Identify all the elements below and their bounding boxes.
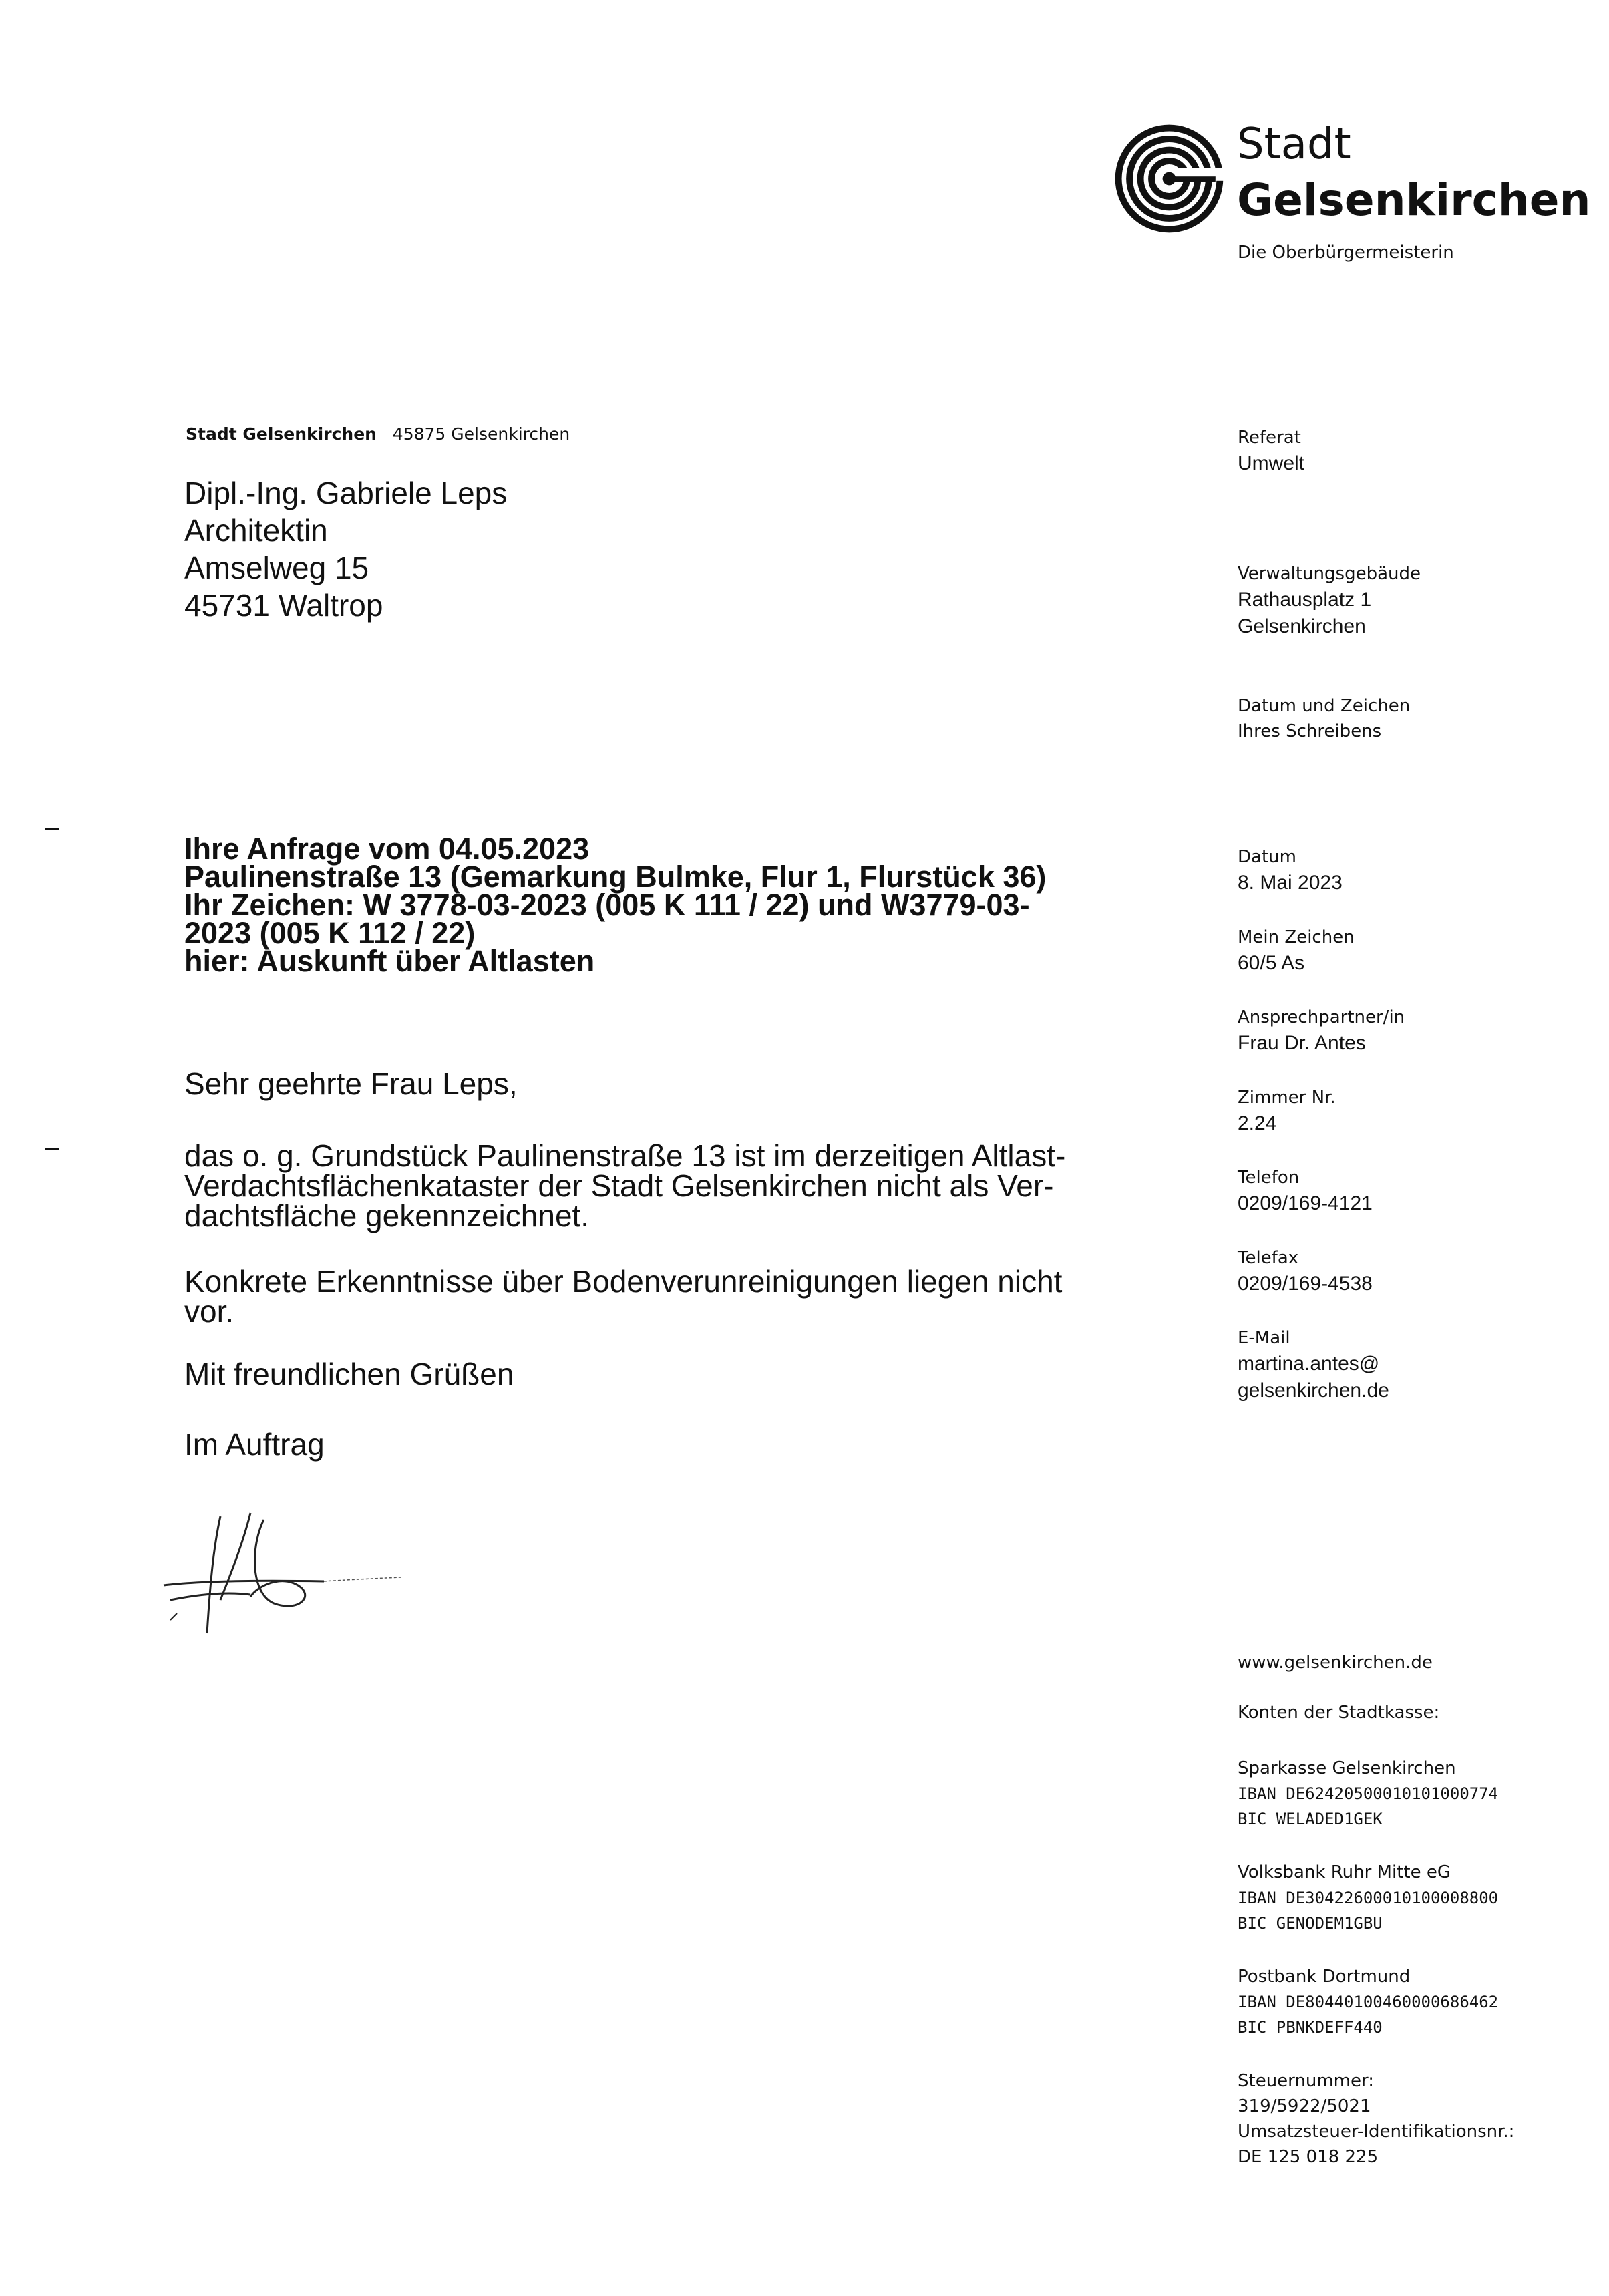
date-label: Datum — [1238, 847, 1296, 867]
body-line: das o. g. Grundstück Paulinenstraße 13 ist im derzeitigen Altlast- — [184, 1138, 1066, 1173]
phone-block — [1238, 1165, 1373, 1217]
bank-name: Volksbank Ruhr Mitte eG — [1238, 1862, 1451, 1882]
website-block — [1238, 1650, 1433, 1675]
email-label: E-Mail — [1238, 1328, 1290, 1348]
handwritten-signature — [157, 1506, 404, 1640]
letterhead-subtitle: Die Oberbürgermeisterin — [1238, 242, 1454, 263]
letterhead-city-name: Gelsenkirchen — [1237, 174, 1591, 226]
subject-line: Paulinenstraße 13 (Gemarkung Bulmke, Flur 1, Flurstück 36) — [184, 860, 1047, 894]
fold-mark — [45, 828, 59, 830]
building-city: Gelsenkirchen — [1238, 615, 1366, 637]
city-logo-icon — [1114, 124, 1224, 234]
recipient-name: Dipl.-Ing. Gabriele Leps — [184, 476, 508, 510]
bank-block-1 — [1238, 1756, 1498, 1832]
referat-value: Umwelt — [1238, 452, 1305, 474]
phone-value: 0209/169-4121 — [1238, 1192, 1373, 1214]
email-value-line2: gelsenkirchen.de — [1238, 1379, 1389, 1402]
sender-return-line — [186, 424, 570, 444]
sender-address: 45875 Gelsenkirchen — [392, 424, 570, 444]
bank-block-2 — [1238, 1860, 1498, 1936]
bank-iban: IBAN DE62420500010101000774 — [1238, 1784, 1499, 1803]
body-line: vor. — [184, 1294, 234, 1329]
referat-block — [1238, 425, 1304, 477]
bank-bic: BIC WELADED1GEK — [1238, 1810, 1383, 1828]
tax-label: Steuernummer: — [1238, 2071, 1375, 2091]
contact-label: Ansprechpartner/in — [1238, 1007, 1405, 1027]
bank-iban: IBAN DE80440100460000686462 — [1238, 1993, 1499, 2011]
building-label: Verwaltungsgebäude — [1238, 564, 1421, 584]
your-ref-label-1: Datum und Zeichen — [1238, 696, 1411, 716]
referat-label: Referat — [1238, 428, 1301, 448]
closing: Mit freundlichen Grüßen — [184, 1357, 514, 1391]
room-value: 2.24 — [1238, 1112, 1277, 1134]
tax-value: 319/5922/5021 — [1238, 2096, 1371, 2116]
recipient-city: 45731 Waltrop — [184, 588, 383, 623]
room-label: Zimmer Nr. — [1238, 1088, 1336, 1108]
bank-name: Postbank Dortmund — [1238, 1967, 1411, 1987]
body-line: Konkrete Erkenntnisse über Bodenverunreinigungen liegen nicht — [184, 1264, 1063, 1299]
recipient-title: Architektin — [184, 513, 328, 548]
salutation: Sehr geehrte Frau Leps, — [184, 1066, 518, 1101]
phone-label: Telefon — [1238, 1168, 1300, 1188]
date-block — [1238, 844, 1343, 896]
letterhead-stadt: Stadt — [1237, 120, 1351, 169]
body-paragraph-1 — [184, 1138, 1119, 1233]
vat-value: DE 125 018 225 — [1238, 2147, 1379, 2167]
vat-label: Umsatzsteuer-Identifikationsnr.: — [1238, 2122, 1515, 2142]
accounts-block — [1238, 1700, 1439, 1726]
bank-iban: IBAN DE30422600010100008800 — [1238, 1889, 1499, 1907]
im-auftrag: Im Auftrag — [184, 1427, 325, 1462]
fold-mark — [45, 1148, 59, 1150]
email-value-line1: martina.antes@ — [1238, 1353, 1380, 1375]
accounts-label: Konten der Stadtkasse: — [1238, 1703, 1440, 1723]
fax-label: Telefax — [1238, 1248, 1299, 1268]
my-ref-value: 60/5 As — [1238, 952, 1305, 974]
my-ref-block — [1238, 925, 1355, 977]
recipient-address — [184, 474, 507, 624]
body-line: dachtsfläche gekennzeichnet. — [184, 1198, 590, 1233]
contact-value: Frau Dr. Antes — [1238, 1032, 1366, 1054]
your-ref-block — [1238, 693, 1410, 744]
bank-bic: BIC PBNKDEFF440 — [1238, 2018, 1383, 2037]
my-ref-label: Mein Zeichen — [1238, 927, 1355, 947]
building-street: Rathausplatz 1 — [1238, 589, 1372, 611]
sender-name: Stadt Gelsenkirchen — [186, 424, 377, 444]
subject-line: 2023 (005 K 112 / 22) — [184, 916, 476, 950]
body-paragraph-2 — [184, 1264, 1119, 1329]
fax-block — [1238, 1245, 1373, 1297]
subject-line: hier: Auskunft über Altlasten — [184, 944, 595, 978]
bank-name: Sparkasse Gelsenkirchen — [1238, 1758, 1456, 1778]
room-block — [1238, 1085, 1336, 1137]
subject-line: Ihre Anfrage vom 04.05.2023 — [184, 832, 590, 866]
fax-value: 0209/169-4538 — [1238, 1273, 1373, 1295]
website-link: www.gelsenkirchen.de — [1238, 1653, 1433, 1673]
body-line: Verdachtsflächenkataster der Stadt Gelsenkirchen nicht als Ver- — [184, 1168, 1054, 1203]
recipient-street: Amselweg 15 — [184, 550, 369, 585]
contact-block — [1238, 1005, 1405, 1057]
bank-block-3 — [1238, 1964, 1498, 2040]
date-value: 8. Mai 2023 — [1238, 872, 1343, 894]
subject-block — [184, 832, 1119, 978]
email-block — [1238, 1325, 1389, 1404]
subject-line: Ihr Zeichen: W 3778-03-2023 (005 K 111 / 22) und W3779-03- — [184, 888, 1030, 922]
tax-block — [1238, 2068, 1514, 2170]
building-block — [1238, 561, 1421, 640]
your-ref-label-2: Ihres Schreibens — [1238, 721, 1382, 742]
bank-bic: BIC GENODEM1GBU — [1238, 1914, 1383, 1933]
